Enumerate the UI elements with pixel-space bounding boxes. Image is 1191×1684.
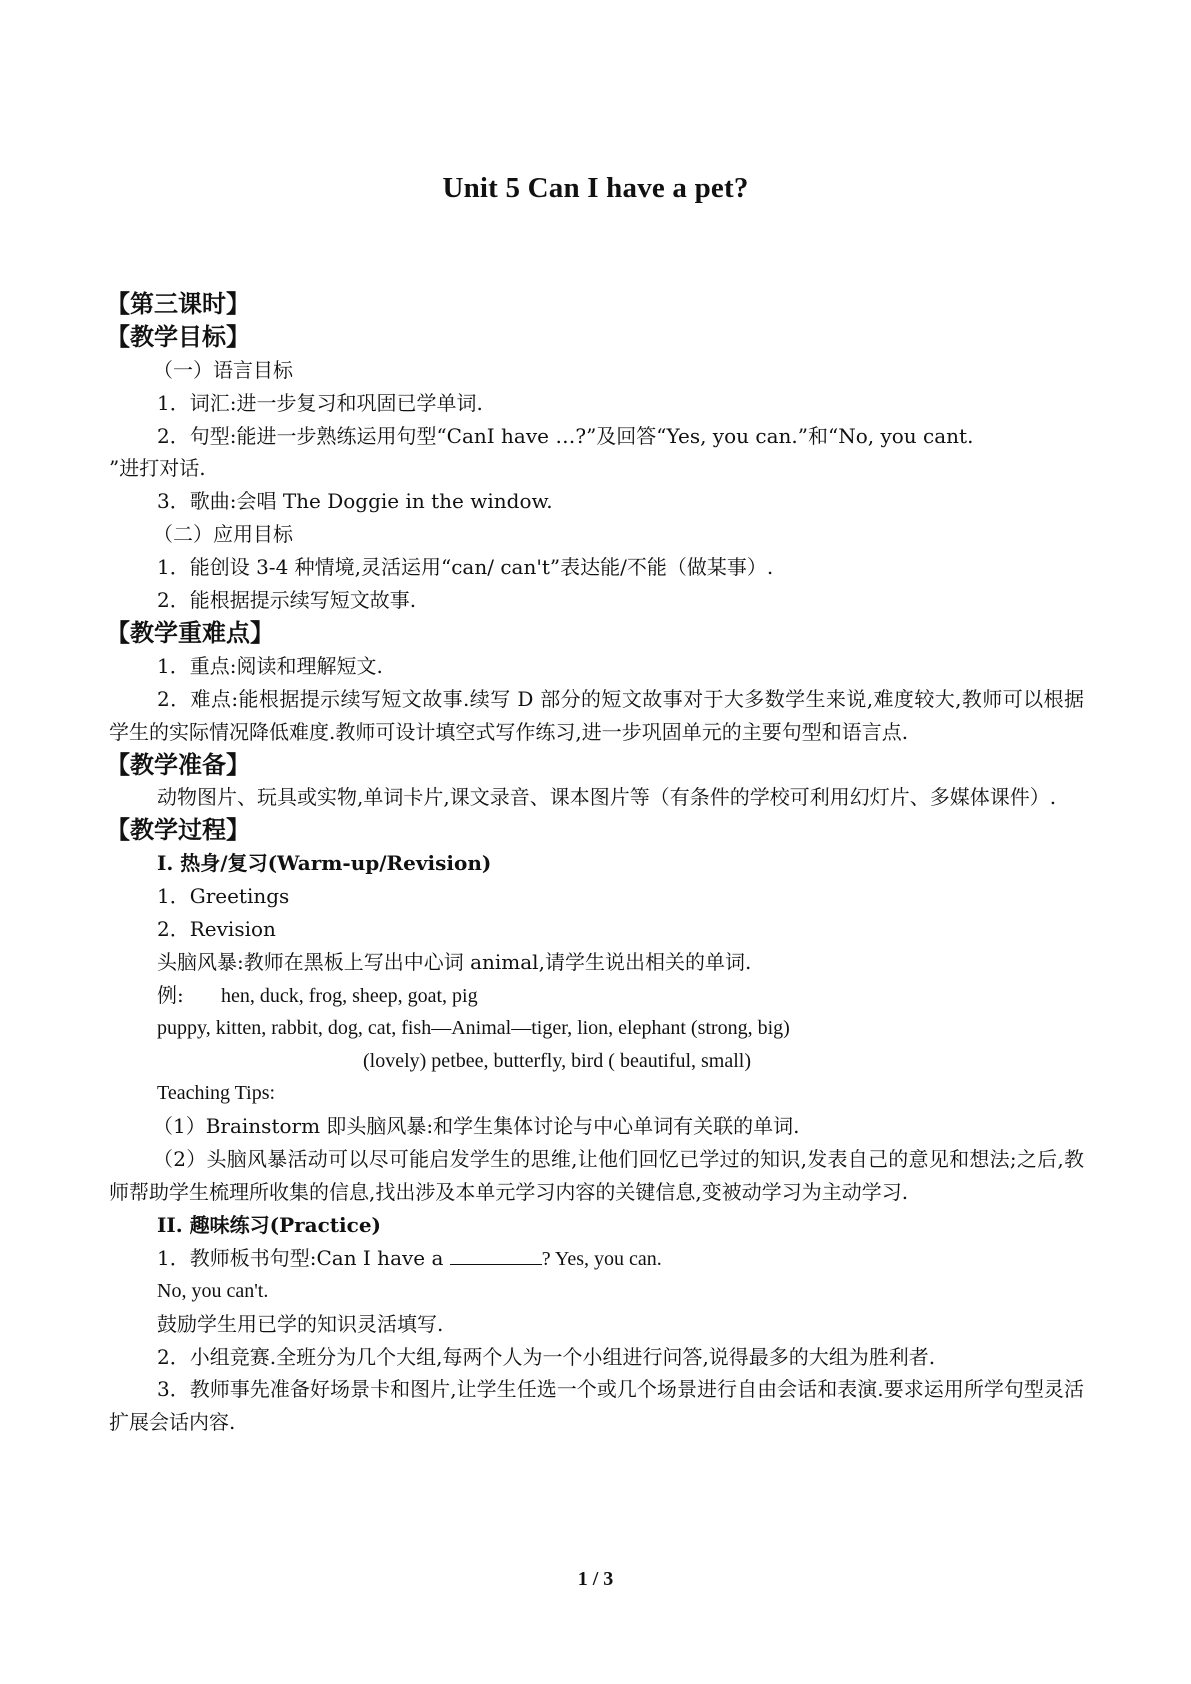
lang-item-vocab: 1．词汇:进一步复习和巩固已学单词. xyxy=(157,390,483,415)
practice-3: 3．教师事先准备好场景卡和图片,让学生任选一个或几个场景进行自由会话和表演.要求运用所学句型灵活扩展会话内容. xyxy=(109,1377,1084,1435)
lang-item-song: 3．歌曲:会唱 The Doggie in the window. xyxy=(157,489,553,514)
warmup-revision: 2．Revision xyxy=(157,916,276,941)
word-web-left: puppy, kitten, rabbit, dog, cat, fish— xyxy=(157,1016,452,1039)
tip-1: （1）Brainstorm 即头脑风暴:和学生集体讨论与中心单词有关联的单词. xyxy=(153,1114,800,1139)
practice-1 xyxy=(109,1242,1084,1275)
practice-1-line2: No, you can't. xyxy=(157,1279,269,1302)
word-web-right: —tiger, lion, elephant (strong, big) xyxy=(511,1016,790,1039)
document-title: Unit 5 Can I have a pet? xyxy=(442,172,749,204)
lang-item-sentence: 2．句型:能进一步熟练运用句型“CanI have …?”及回答“Yes, you can.”和“No, you cant. xyxy=(157,423,974,448)
tip-2: （2）头脑风暴活动可以尽可能启发学生的思维,让他们回忆已学过的知识,发表自己的意见和想法;之后,教师帮助学生梳理所收集的信息,找出涉及本单元学习内容的关键信息,变被动学习为主动学习. xyxy=(109,1147,1084,1205)
practice-1-pre: 1．教师板书句型:Can I have a xyxy=(157,1245,450,1270)
brainstorm-intro: 头脑风暴:教师在黑板上写出中心词 animal,请学生说出相关的单词. xyxy=(157,949,752,974)
objectives-heading: 【教学目标】 xyxy=(106,321,250,351)
teaching-tips-heading: Teaching Tips: xyxy=(157,1082,276,1105)
document-body xyxy=(106,288,1084,1439)
practice-1-line3: 鼓励学生用已学的知识灵活填写. xyxy=(157,1311,444,1336)
preparation-heading: 【教学准备】 xyxy=(106,749,250,779)
example-row xyxy=(109,979,1084,1012)
lang-item-sentence-cont: ”进打对话. xyxy=(109,456,206,481)
keypoints-heading: 【教学重难点】 xyxy=(106,617,274,647)
fill-in-blank xyxy=(450,1246,542,1265)
page-number: 1 / 3 xyxy=(577,1568,614,1590)
process-heading: 【教学过程】 xyxy=(106,815,250,845)
practice-1-post: ? Yes, you can. xyxy=(541,1247,662,1270)
word-web-bottom: (lovely) petbee, butterfly, bird ( beautiful, small) xyxy=(363,1049,752,1072)
word-web-row xyxy=(109,1012,1084,1045)
lesson-heading: 【第三课时】 xyxy=(106,289,250,318)
warmup-greetings: 1．Greetings xyxy=(157,884,290,909)
word-web-center: Animal xyxy=(451,1016,512,1039)
keypoint-2: 2．难点:能根据提示续写短文故事.续写 D 部分的短文故事对于大多数学生来说,难度较大,教师可以根据学生的实际情况降低难度.教师可设计填空式写作练习,进一步巩固单元的主要句型和语言点. xyxy=(109,686,1084,744)
application-goal-heading: （二）应用目标 xyxy=(153,522,293,547)
warmup-heading: I. 热身/复习(Warm-up/Revision) xyxy=(157,851,492,876)
app-item-2: 2．能根据提示续写短文故事. xyxy=(157,588,417,613)
keypoint-1: 1．重点:阅读和理解短文. xyxy=(157,653,383,678)
practice-2: 2．小组竞赛.全班分为几个大组,每两个人为一个小组进行问答,说得最多的大组为胜利者. xyxy=(157,1344,936,1369)
example-label: 例: xyxy=(157,982,184,1007)
language-goal-heading: （一）语言目标 xyxy=(153,357,293,382)
practice-heading: II. 趣味练习(Practice) xyxy=(157,1213,382,1238)
app-item-1: 1．能创设 3-4 种情境,灵活运用“can/ can't”表达能/不能（做某事）. xyxy=(157,555,774,580)
example-words: hen, duck, frog, sheep, goat, pig xyxy=(221,984,478,1007)
preparation-text: 动物图片、玩具或实物,单词卡片,课文录音、课本图片等（有条件的学校可利用幻灯片、多媒体课件）. xyxy=(157,785,1057,810)
